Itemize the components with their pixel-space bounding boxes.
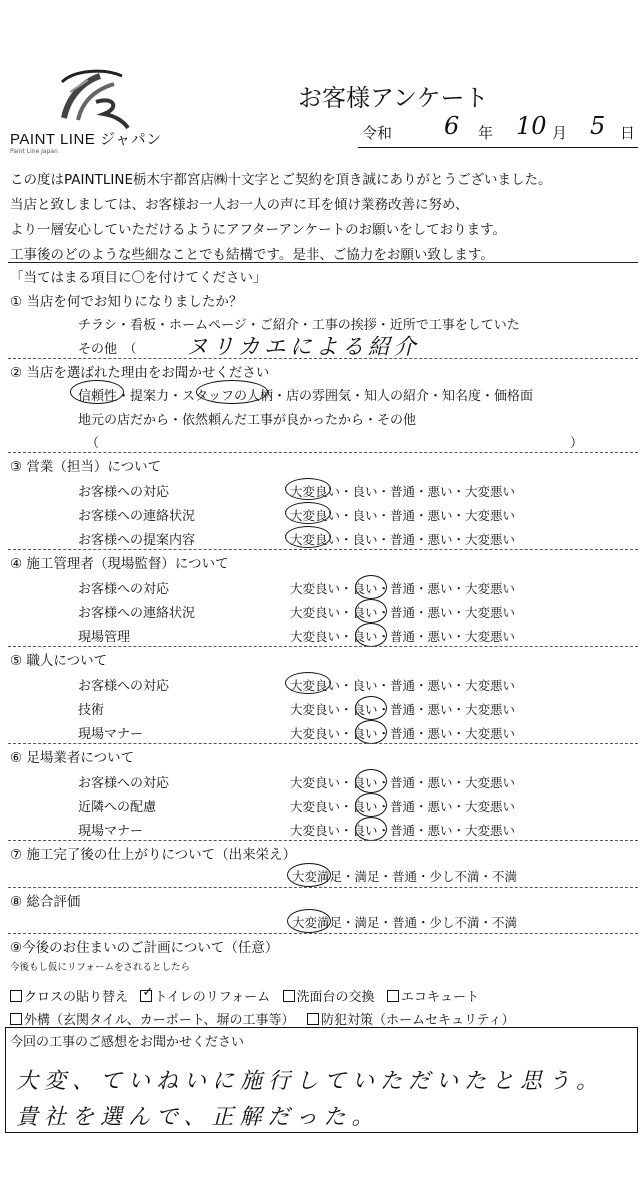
- q5-mark-2: [355, 696, 387, 720]
- q9-option-ecocute: エコキュート: [400, 990, 479, 1005]
- q6-label: ⑥ 足場業者について: [10, 750, 135, 766]
- q4-item-3: 現場管理: [78, 630, 131, 645]
- q2-paren-open: （: [86, 436, 100, 451]
- q9-row-2: [10, 1009, 515, 1028]
- q7-rating: 大変満足・満足・普通・少し不満・不満: [292, 869, 518, 884]
- q7-label: ⑦ 施工完了後の仕上がりについて（出来栄え）: [10, 847, 297, 863]
- q3-mark-2: [285, 502, 331, 524]
- q1-label: ① 当店を何でお知りになりましたか？: [10, 294, 243, 310]
- date-month-unit: 月: [552, 124, 568, 142]
- q3-rating-2: 大変良い・良い・普通・悪い・大変悪い: [290, 508, 516, 523]
- q4-mark-1: [355, 575, 387, 599]
- q1-options: チラシ・看板・ホームページ・ご紹介・工事の挨拶・近所で工事をしていた: [78, 318, 520, 333]
- q3-mark-3: [285, 526, 331, 548]
- checkbox-checked-icon: ✓: [142, 985, 154, 1000]
- q2-options-1: 信頼性・提案力・スタッフの人柄・店の雰囲気・知人の紹介・知名度・価格面: [78, 389, 534, 404]
- q4-rating-3: 大変良い・良い・普通・悪い・大変悪い: [290, 629, 516, 644]
- q9-label: ⑨今後のお住まいのご計画について（任意）: [10, 940, 279, 956]
- comment-line-2: 貴社を選んで、正解だった。: [16, 1105, 380, 1130]
- q4-label: ④ 施工管理者（現場監督）について: [10, 556, 229, 572]
- q2-circle-trust: [70, 380, 124, 404]
- q5-mark-3: [355, 720, 387, 744]
- q6-item-2: 近隣への配慮: [78, 800, 157, 815]
- q6-rating-1: 大変良い・良い・普通・悪い・大変悪い: [290, 775, 516, 790]
- q4-item-2: お客様への連絡状況: [78, 606, 196, 621]
- page-title: お客様アンケート: [298, 84, 489, 112]
- q5-item-3: 現場マナー: [78, 727, 144, 742]
- q5-rating-2: 大変良い・良い・普通・悪い・大変悪い: [290, 702, 516, 717]
- q3-rating-3: 大変良い・良い・普通・悪い・大変悪い: [290, 532, 516, 547]
- q6-rating-2: 大変良い・良い・普通・悪い・大変悪い: [290, 799, 516, 814]
- checkbox-icon: [283, 990, 295, 1002]
- q3-mark-1: [285, 478, 331, 500]
- q7-mark: [287, 863, 331, 887]
- q6-mark-1: [355, 769, 387, 793]
- q4-mark-3: [355, 623, 387, 647]
- checkbox-icon: [387, 990, 399, 1002]
- q5-rating-3: 大変良い・良い・普通・悪い・大変悪い: [290, 726, 516, 741]
- q6-mark-2: [355, 793, 387, 817]
- q5-item-1: お客様への対応: [78, 679, 170, 694]
- q9-option-toilet: トイレのリフォーム: [154, 990, 271, 1005]
- q1-other-answer: ヌリカエによる紹介: [186, 335, 420, 360]
- q3-item-2: お客様への連絡状況: [78, 509, 196, 524]
- q4-rating-2: 大変良い・良い・普通・悪い・大変悪い: [290, 605, 516, 620]
- q5-item-2: 技術: [78, 703, 105, 718]
- q9-option-washbasin: 洗面台の交換: [296, 990, 375, 1005]
- checkbox-icon: [10, 990, 22, 1002]
- q9-option-cloth: クロスの貼り替え: [24, 990, 129, 1005]
- q3-item-3: お客様への提案内容: [78, 533, 196, 548]
- date-year-unit: 年: [478, 124, 494, 142]
- q3-rating-1: 大変良い・良い・普通・悪い・大変悪い: [290, 484, 516, 499]
- q3-item-1: お客様への対応: [78, 485, 170, 500]
- logo-brand-text: PAINT LINE ジャパン: [10, 131, 162, 148]
- q9-row-1: [10, 986, 479, 1005]
- q6-rating-3: 大変良い・良い・普通・悪い・大変悪い: [290, 823, 516, 838]
- q6-mark-3: [355, 817, 387, 841]
- intro-line-1: この度はPAINTLINE栃木宇都宮店㈱十文字とご契約を頂き誠にありがとうございました。: [10, 172, 552, 188]
- q1-other-label: その他 （: [78, 342, 137, 357]
- q4-item-1: お客様への対応: [78, 582, 170, 597]
- q5-label: ⑤ 職人について: [10, 653, 108, 669]
- q2-paren-close: ）: [570, 436, 584, 451]
- comment-line-1: 大変、ていねいに施行していただいたと思う。: [16, 1069, 605, 1094]
- instruction: 「当てはまる項目に〇を付けてください」: [10, 270, 267, 286]
- date-year-value: 6: [444, 112, 460, 140]
- checkbox-icon: [307, 1013, 319, 1025]
- q5-rating-1: 大変良い・良い・普通・悪い・大変悪い: [290, 678, 516, 693]
- date-month-value: 10: [516, 112, 547, 140]
- q5-mark-1: [285, 672, 331, 694]
- date-day-value: 5: [590, 112, 606, 140]
- q2-circle-staff: [196, 380, 268, 404]
- intro-line-4: 工事後のどのような些細なことでも結構です。是非、ご協力をお願い致します。: [10, 247, 494, 263]
- logo-tagline: Paint Line Japan: [10, 148, 58, 155]
- q2-options-2: 地元の店だから・依然頼んだ工事が良かったから・その他: [78, 413, 417, 428]
- date-row: [358, 114, 638, 148]
- q9-sub: 今後もし仮にリフォームをされるとしたら: [10, 962, 191, 973]
- date-day-unit: 日: [620, 124, 636, 142]
- q6-item-3: 現場マナー: [78, 824, 144, 839]
- q8-mark: [287, 909, 331, 933]
- comment-label: 今回の工事のご感想をお聞かせください: [10, 1035, 245, 1050]
- q4-mark-2: [355, 599, 387, 623]
- q9-option-security: 防犯対策（ホームセキュリティ）: [320, 1013, 515, 1028]
- intro-line-3: より一層安心していただけるようにアフターアンケートのお願いをしております。: [10, 222, 506, 238]
- q6-item-1: お客様への対応: [78, 776, 170, 791]
- q3-label: ③ 営業（担当）について: [10, 459, 162, 475]
- q2-label: ② 当店を選ばれた理由をお聞かせください: [10, 365, 270, 381]
- q8-rating: 大変満足・満足・普通・少し不満・不満: [292, 915, 518, 930]
- q8-label: ⑧ 総合評価: [10, 894, 81, 910]
- date-era: 令和: [362, 124, 393, 142]
- checkbox-icon: [10, 1013, 22, 1025]
- q9-option-exterior: 外構（玄関タイル、カーポート、塀の工事等）: [24, 1013, 295, 1028]
- q4-rating-1: 大変良い・良い・普通・悪い・大変悪い: [290, 581, 516, 596]
- intro-line-2: 当店と致しましては、お客様お一人お一人の声に耳を傾け業務改善に努め、: [10, 197, 469, 213]
